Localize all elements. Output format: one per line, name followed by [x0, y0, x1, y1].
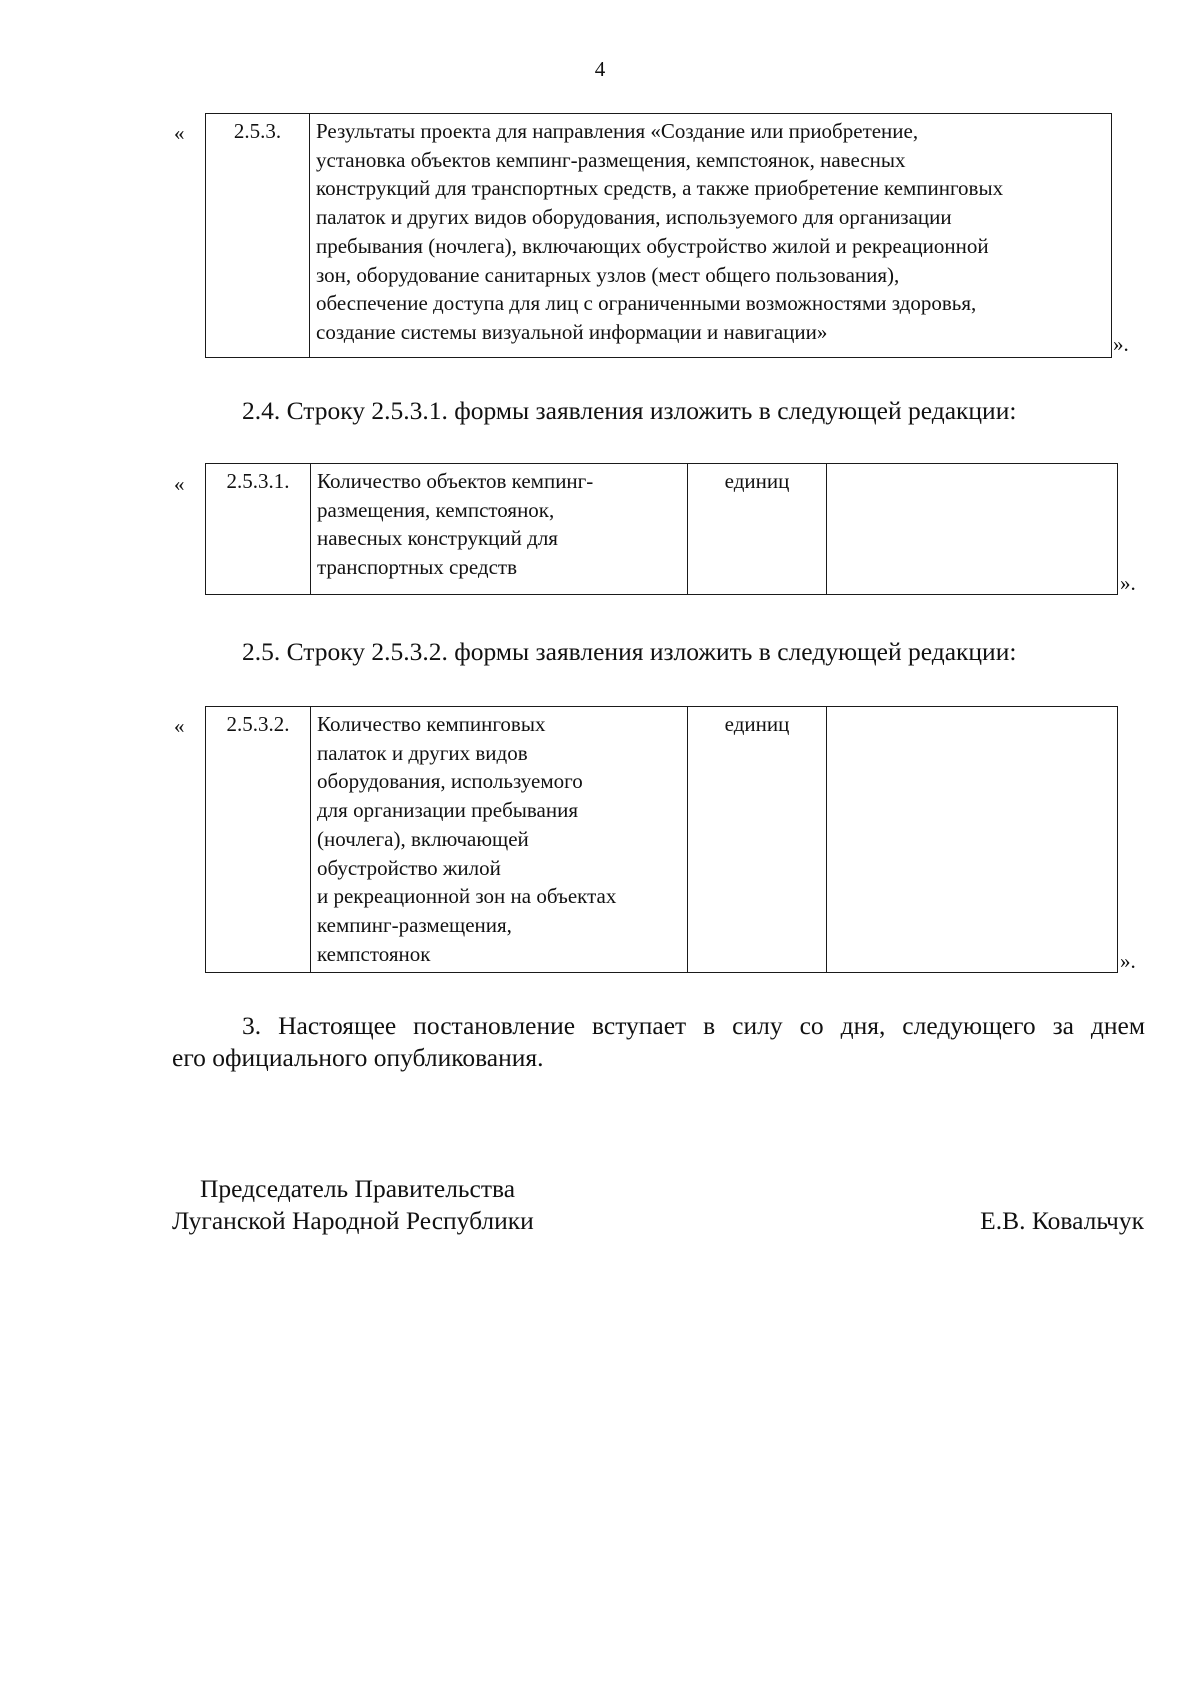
- quote-open-1: «: [174, 121, 185, 145]
- quote-close-3: ».: [1120, 949, 1136, 973]
- paragraph-3-line-2: его официального опубликования.: [172, 1043, 544, 1072]
- description-line: навесных конструкций для: [317, 526, 558, 551]
- row-value: [827, 464, 1118, 595]
- paragraph-3-line-1: 3. Настоящее постановление вступает в силу со дня, следующего за днем: [242, 1011, 1145, 1040]
- description-line: для организации пребывания: [317, 798, 579, 823]
- table-row-2-5-3-1: [205, 463, 1118, 595]
- row-unit: единиц: [688, 707, 827, 973]
- row-value: [827, 707, 1118, 973]
- description-line: конструкций для транспортных средств, а также приобретение кемпинговых: [316, 176, 1004, 201]
- description-line: зон, оборудование санитарных узлов (мест общего пользования),: [316, 262, 900, 287]
- description-line: обеспечение доступа для лиц с ограниченными возможностями здоровья,: [316, 291, 977, 316]
- description-line: Количество объектов кемпинг-: [317, 469, 594, 493]
- page-number: 4: [594, 57, 606, 81]
- quote-close-2: ».: [1120, 571, 1136, 595]
- description-line: установка объектов кемпинг-размещения, кемпстоянок, навесных: [316, 147, 906, 172]
- description-line: Результаты проекта для направления «Создание или приобретение,: [316, 119, 919, 143]
- table-row-2-5-3: [205, 113, 1112, 358]
- description-line: (ночлега), включающей: [317, 826, 529, 851]
- description-line: палаток и других видов: [317, 740, 528, 765]
- description-line: пребывания (ночлега), включающих обустройство жилой и рекреационной: [316, 233, 989, 258]
- quote-open-3: «: [174, 714, 185, 738]
- description-line: и рекреационной зон на объектах: [317, 884, 617, 909]
- paragraph-2-4: 2.4. Строку 2.5.3.1. формы заявления изложить в следующей редакции:: [242, 396, 1017, 425]
- row-description: [310, 114, 1112, 358]
- quote-open-2: «: [174, 472, 185, 496]
- description-line: палаток и других видов оборудования, используемого для организации: [316, 205, 952, 230]
- description-line: кемпстоянок: [317, 941, 431, 966]
- row-number: 2.5.3.1.: [206, 464, 311, 595]
- quote-close-1: ».: [1113, 332, 1129, 356]
- table-row-2-5-3-2: [205, 706, 1118, 973]
- description-line: транспортных средств: [317, 555, 518, 580]
- description-line: создание системы визуальной информации и навигации»: [316, 319, 828, 344]
- paragraph-2-5: 2.5. Строку 2.5.3.2. формы заявления изложить в следующей редакции:: [242, 637, 1017, 666]
- description-line: оборудования, используемого: [317, 769, 583, 794]
- description-line: кемпинг-размещения,: [317, 912, 512, 937]
- row-unit: единиц: [688, 464, 827, 595]
- description-line: обустройство жилой: [317, 855, 501, 880]
- signatory-name: Е.В. Ковальчук: [980, 1206, 1144, 1235]
- row-description: [311, 707, 688, 973]
- signatory-title-line-2: Луганской Народной Республики: [172, 1206, 534, 1235]
- description-line: Количество кемпинговых: [317, 712, 546, 736]
- signatory-title-line-1: Председатель Правительства: [200, 1174, 516, 1203]
- row-description: [311, 464, 688, 595]
- row-number: 2.5.3.2.: [206, 707, 311, 973]
- row-number: 2.5.3.: [206, 114, 310, 358]
- description-line: размещения, кемпстоянок,: [317, 497, 555, 522]
